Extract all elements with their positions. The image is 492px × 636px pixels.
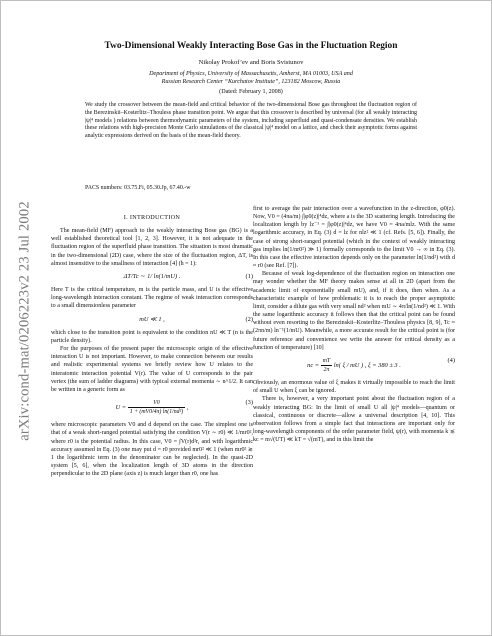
paragraph: Obviously, an enormous value of ξ makes it virtually impossible to reach the limit of small U when ξ can be ignored. (253, 380, 455, 395)
paragraph: Here T is the critical temperature, m is the particle mass, and U is the effective long-wavelength interaction constant. The regime of weak interaction corresponds to a small dimensionless parameter (51, 287, 253, 310)
affiliation-1: Department of Physics, University of Massachusetts, Amherst, MA 01003, USA and (149, 71, 353, 77)
fraction-denominator: 2π (323, 366, 330, 373)
paragraph: The mean-field (MF) approach to the weakly interacting Bose gas (BG) is a well established theoretical tool [1, 2, 3]. However, it is not adequate in the fluctuation region of the superfluid phase transition. The situation is most dramatic in the two-dimensional (2D) case, where the size of the fluctuation region, ΔT, is almost insensitive to the smallness of interaction [4] (ħ = 1): (51, 228, 253, 267)
equation-3 (51, 399, 253, 416)
equation-number: (4) (447, 356, 455, 364)
affiliations (41, 70, 461, 86)
fraction-denominator: 1 + (mV0/4π) ln(1/nd²) (129, 409, 184, 416)
paragraph: first to average the pair interaction over a wavefunction in the z-direction, φ0(z). Now, V0 = (4πa/m) ∫|φ0(z)|⁴dz, where a is the 3D scattering length. Introducing the localization length by lz⁻¹ = ∫|φ0(z)|⁴dz, we have V0 = 4πa/mlz. With the same logarithmic accuracy, in Eq. (3) d = lz for nlz² ≪ 1 (cf. Refs. [5, 6]). Finally, the case of strong short-ranged potential (which in the context of weakly interacting gas implies ln(1/nr0²) ≫ 1) formally corresponds to the limit V0 → ∞ in Eq. (3). In this case the effective interaction depends only on the parameter ln(1/nd²) with d ≈ r0 (see Ref. [7]). (253, 206, 455, 270)
paragraph: For the purposes of the present paper the microscopic origin of the effective interaction U is not important. However, to make connection between our results and realistic experimental systems we briefly review how U relates to the interatomic interaction potential V(r). The value of U corresponds to the pair vertex (the sum of ladder diagrams) with typical external momenta ∼ n^1/2. It can be written in a generic form as (51, 346, 253, 393)
paper-title: Two-Dimensional Weakly Interacting Bose Gas in the Fluctuation Region (104, 41, 398, 51)
equation-1 (51, 273, 253, 281)
fraction (128, 399, 185, 416)
column-left (51, 214, 253, 478)
paragraph: There is, however, a very important point about the fluctuation region of a weakly interacting BG: In the limit of small U all |ψ|⁴ models—quantum or classical, continuous or discrete—allow a universal description [4, 10]. This observation follows from a simple fact that interactions are important only for long-wavelength components of the order parameter field, ψ(r), with momenta k ≲ kc = m√(UT) ≪ kT = √(mT), and in this limit the (253, 396, 455, 444)
abstract: We study the crossover between the mean-field and critical behavior of the two-dimensional Bose gas throughout the fluctuation region of the Berezinskii–Kosterlitz–Thouless phase transition point. We argue that this crossover is described by universal (for all weakly interacting |ψ|⁴ models ) relations between thermodynamic parameters of the system, including superfluid and quasi-condensate densities. We establish these relations with high-precision Monte Carlo simulations of the classical |ψ|⁴ model on a lattice, and check their asymptotic forms against analytic expressions derived on the basis of the mean-field theory. (85, 102, 417, 140)
fraction-numerator: V0 (128, 399, 185, 408)
equation-tail: , (186, 404, 189, 412)
arxiv-id[interactable]: arXiv:cond-mat/0206223v2 23 Jul 2002 (16, 201, 33, 441)
fraction (321, 357, 332, 374)
equation-lhs: nc = (307, 361, 320, 369)
section-title: I. INTRODUCTION (123, 214, 181, 221)
equation-2 (51, 316, 253, 324)
arxiv-stamp[interactable] (15, 171, 35, 471)
date-line: (Dated: February 1, 2008) (219, 89, 283, 95)
fraction-numerator: mT (321, 357, 332, 366)
equation-lhs: U = (115, 404, 127, 412)
affiliation-2: Russian Research Center “Kurchatov Institute”, 123182 Moscow, Russia (161, 79, 341, 85)
paragraph: where microscopic parameters V0 and d depend on the case. The simplest one is that of a weak short-ranged potential satisfying the condition V(r ∼ r0) ≪ 1/mr0², where r0 is the potential radius. In this case, V0 = ∫V(r)d²r, and with logarithmic accuracy assumed in Eq. (3) one may put d = r0 provided mr0² ≪ 1 (when mr0² ≳ 1 the logarithmic term in the denominator can be neglected). In the quasi-2D system [5, 6], when the localization length of 3D atoms in the direction perpendicular to the 2D plane (axis z) is much larger than r0, one has (51, 422, 253, 478)
equation-number: (3) (245, 398, 253, 406)
equation-rhs: ln( ξ / mU ) , ξ = 380 ± 3 . (333, 361, 401, 369)
equation-body: ΔT/Tc ∼ 1/ ln(1/mU) . (123, 272, 181, 280)
paper-authors: Nikolay Prokof’ev and Boris Svistunov (198, 59, 304, 66)
pacs-numbers: PACS numbers: 03.75.Fi, 05.30.Jp, 67.40.-w (85, 185, 191, 191)
equation-number: (1) (245, 272, 253, 280)
equation-body: mU ≪ 1 , (139, 315, 165, 323)
paragraph: which close to the transition point is equivalent to the condition nU ≪ T (n is the particle density). (51, 329, 253, 344)
column-right (253, 205, 455, 444)
equation-4 (253, 357, 455, 374)
equation-number: (2) (245, 315, 253, 323)
paragraph: Because of weak log-dependence of the fluctuation region on interaction one may wonder whether the MF theory makes sense at all in 2D (apart from the academic limit of exponentially small mU), and, if it does, then when. As a characteristic example of how problematic it is to reach the proper asymptotic limit, consider a dilute gas with very small nd² when mU ∼ 4π/ln(1/nd²) ≪ 1. With the same logarithmic accuracy it follows then that the critical point can be found without even resorting to the Berezinskii–Kosterlitz–Thouless physics [8, 9], Tc ≈ (2πn/m) ln⁻¹(1/mU). Meanwhile, a more accurate result for the critical point is (for future reference and convenience we write the answer for critical density as a function of temperature) [10] (253, 271, 455, 351)
